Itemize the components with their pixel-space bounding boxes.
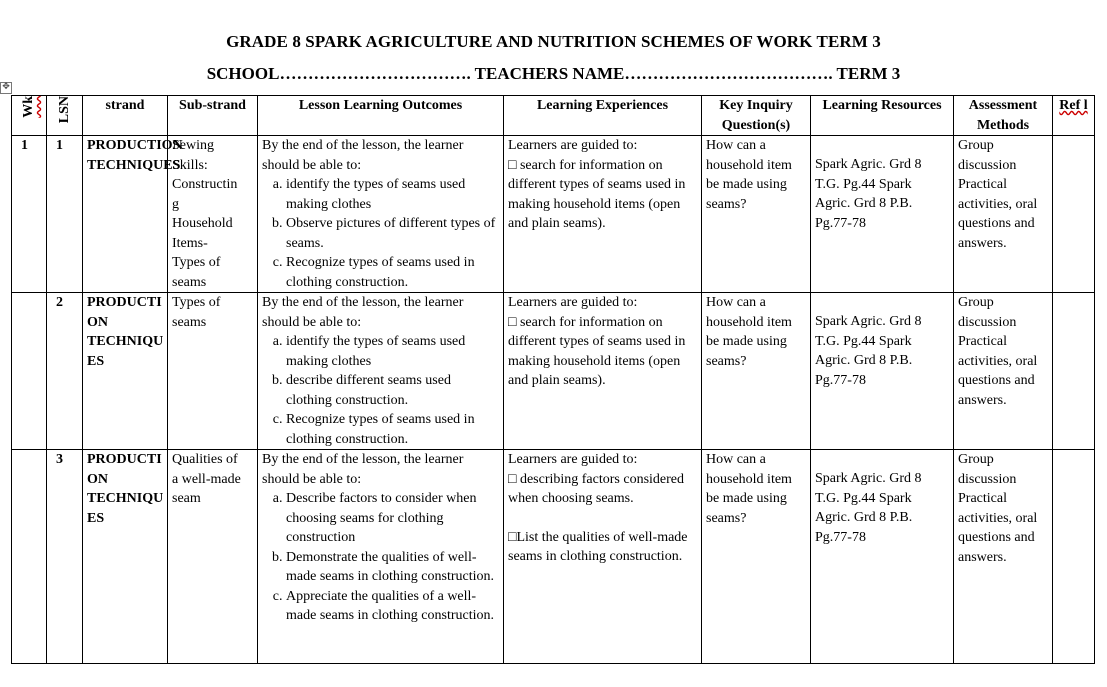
cell-resources	[811, 293, 954, 450]
cell-lsn: 2	[47, 293, 83, 450]
outcomes-intro: By the end of the lesson, the learner should be able to:	[262, 452, 464, 487]
header-outcomes: Lesson Learning Outcomes	[258, 96, 504, 136]
cell-assessment: Group discussion Practical activities, oral questions and answers.	[954, 450, 1053, 664]
cell-outcomes	[258, 293, 504, 450]
resources-text: Spark Agric. Grd 8 T.G. Pg.44 Spark Agric. Grd 8 P.B. Pg.77-78	[815, 314, 922, 388]
table-row	[12, 136, 1095, 293]
cell-inquiry: How can a household item be made using seams?	[702, 293, 811, 450]
cell-experiences	[504, 450, 702, 664]
experiences-intro: Learners are guided to:	[508, 295, 638, 310]
experience-item: □ search for information on different types of seams used in making household items (open and plain seams).	[508, 157, 686, 231]
outcomes-intro: By the end of the lesson, the learner should be able to:	[262, 295, 464, 330]
cell-inquiry: How can a household item be made using seams?	[702, 450, 811, 664]
header-lsn: LSN	[47, 96, 83, 136]
cell-sub-strand: Sewing Skills: Constructin g Household Items- Types of seams	[168, 136, 258, 293]
cell-inquiry: How can a household item be made using seams?	[702, 136, 811, 293]
schemes-of-work-table	[11, 95, 1095, 664]
cell-experiences	[504, 136, 702, 293]
document-subtitle: SCHOOL……………………………. TEACHERS NAME………………………………. TERM 3	[206, 64, 901, 83]
cell-strand: PRODUCTION TECHNIQUES	[83, 136, 168, 293]
resources-text: Spark Agric. Grd 8 T.G. Pg.44 Spark Agric. Grd 8 P.B. Pg.77-78	[815, 157, 922, 231]
experience-item: □ search for information on different types of seams used in making household items (open and plain seams).	[508, 314, 686, 388]
header-wk: Wk	[12, 96, 47, 136]
cell-sub-strand: Types of seams	[168, 293, 258, 450]
cell-experiences	[504, 293, 702, 450]
header-inquiry: Key Inquiry Question(s)	[702, 96, 811, 136]
cell-resources	[811, 450, 954, 664]
cell-wk	[12, 450, 47, 664]
list-item: a. identify the types of seams used making clothes	[286, 175, 499, 214]
header-ref: Ref l	[1053, 96, 1095, 136]
list-item: b. describe different seams used clothing construction.	[286, 371, 499, 410]
document-title: GRADE 8 SPARK AGRICULTURE AND NUTRITION SCHEMES OF WORK TERM 3	[226, 32, 881, 51]
list-item: b. Demonstrate the qualities of well-made seams in clothing construction.	[286, 548, 499, 587]
list-item: b. Observe pictures of different types of seams.	[286, 214, 499, 253]
cell-assessment: Group discussion Practical activities, oral questions and answers.	[954, 136, 1053, 293]
resources-text: Spark Agric. Grd 8 T.G. Pg.44 Spark Agric. Grd 8 P.B. Pg.77-78	[815, 471, 922, 545]
table-row	[12, 450, 1095, 664]
cell-outcomes	[258, 136, 504, 293]
cell-outcomes	[258, 450, 504, 664]
cell-ref	[1053, 450, 1095, 664]
experience-item: □ describing factors considered when choosing seams.	[508, 471, 685, 506]
cell-lsn: 3	[47, 450, 83, 664]
table-row	[12, 293, 1095, 450]
cell-sub-strand: Qualities of a well-made seam	[168, 450, 258, 664]
header-experiences: Learning Experiences	[504, 96, 702, 136]
list-item: c. Recognize types of seams used in clothing construction.	[286, 253, 499, 292]
list-item: a. Describe factors to consider when choosing seams for clothing construction	[286, 489, 499, 548]
cell-strand: PRODUCTI ON TECHNIQU ES	[83, 293, 168, 450]
cell-ref	[1053, 136, 1095, 293]
list-item: a. identify the types of seams used making clothes	[286, 332, 499, 371]
cell-lsn: 1	[47, 136, 83, 293]
cell-ref	[1053, 293, 1095, 450]
cell-wk: 1	[12, 136, 47, 293]
outcomes-list	[262, 332, 499, 449]
header-row	[12, 96, 1095, 136]
list-item: c. Appreciate the qualities of a well-made seams in clothing construction.	[286, 587, 499, 626]
outcomes-intro: By the end of the lesson, the learner should be able to:	[262, 138, 464, 173]
outcomes-list	[262, 489, 499, 626]
cell-resources	[811, 136, 954, 293]
experience-item: □List the qualities of well-made seams in clothing construction.	[508, 529, 688, 564]
header-sub-strand: Sub-strand	[168, 96, 258, 136]
experiences-intro: Learners are guided to:	[508, 452, 638, 467]
table-move-handle-icon[interactable]: ✥	[0, 82, 12, 94]
experiences-intro: Learners are guided to:	[508, 138, 638, 153]
outcomes-list	[262, 175, 499, 292]
cell-assessment: Group discussion Practical activities, oral questions and answers.	[954, 293, 1053, 450]
header-resources: Learning Resources	[811, 96, 954, 136]
cell-wk	[12, 293, 47, 450]
header-assessment: Assessment Methods	[954, 96, 1053, 136]
cell-strand: PRODUCTI ON TECHNIQU ES	[83, 450, 168, 664]
list-item: c. Recognize types of seams used in clothing construction.	[286, 410, 499, 449]
header-strand: strand	[83, 96, 168, 136]
